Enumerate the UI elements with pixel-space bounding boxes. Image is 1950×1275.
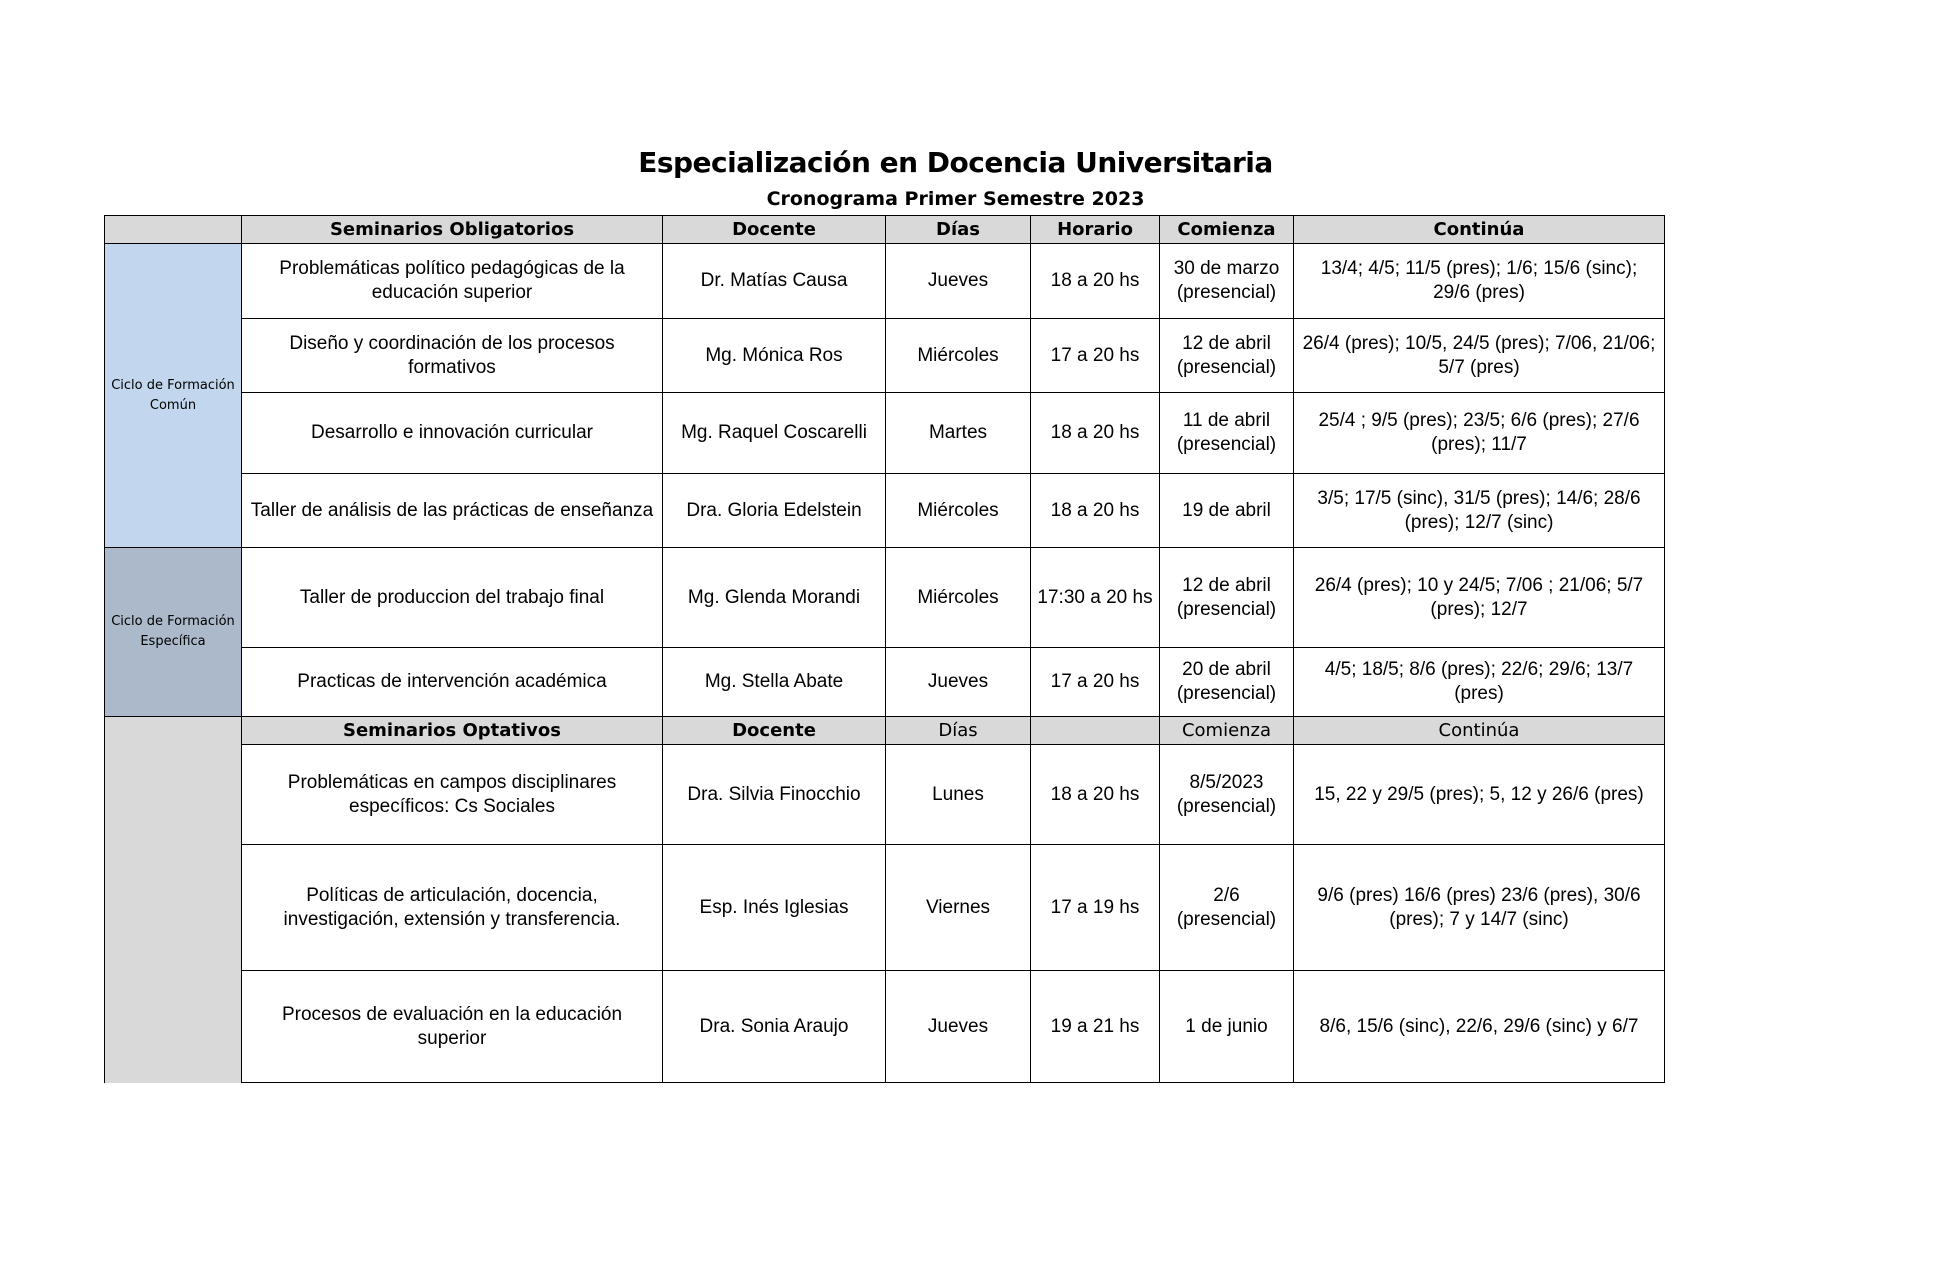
table-row (105, 244, 1665, 319)
cell-dias: Jueves (886, 648, 1031, 717)
cell-seminario: Políticas de articulación, docencia, investigación, extensión y transferencia. (242, 845, 663, 971)
cell-continua: 13/4; 4/5; 11/5 (pres); 1/6; 15/6 (sinc); 29/6 (pres) (1294, 244, 1665, 319)
cycle-blank-optativos (105, 717, 242, 1083)
header-docente-optativos: Docente (663, 717, 886, 745)
cell-horario: 18 a 20 hs (1031, 745, 1160, 845)
cell-docente: Mg. Stella Abate (663, 648, 886, 717)
cell-continua: 4/5; 18/5; 8/6 (pres); 22/6; 29/6; 13/7 (pres) (1294, 648, 1665, 717)
cell-docente: Dra. Gloria Edelstein (663, 474, 886, 548)
cell-dias: Lunes (886, 745, 1031, 845)
cell-seminario: Taller de produccion del trabajo final (242, 548, 663, 648)
cell-docente: Dra. Sonia Araujo (663, 971, 886, 1083)
cell-continua: 26/4 (pres); 10 y 24/5; 7/06 ; 21/06; 5/7 (pres); 12/7 (1294, 548, 1665, 648)
cell-horario: 17 a 19 hs (1031, 845, 1160, 971)
cell-horario: 18 a 20 hs (1031, 474, 1160, 548)
cell-comienza: 12 de abril (presencial) (1160, 319, 1294, 393)
header-dias-optativos: Días (886, 717, 1031, 745)
cell-docente: Dr. Matías Causa (663, 244, 886, 319)
header-row-optativos (105, 717, 1665, 745)
cell-seminario: Diseño y coordinación de los procesos formativos (242, 319, 663, 393)
cell-seminario: Problemáticas en campos disciplinares específicos: Cs Sociales (242, 745, 663, 845)
cell-horario: 19 a 21 hs (1031, 971, 1160, 1083)
cell-continua: 26/4 (pres); 10/5, 24/5 (pres); 7/06, 21/06; 5/7 (pres) (1294, 319, 1665, 393)
cell-horario: 17 a 20 hs (1031, 648, 1160, 717)
header-blank-cell (105, 216, 242, 244)
cell-seminario: Desarrollo e innovación curricular (242, 393, 663, 474)
cell-docente: Mg. Raquel Coscarelli (663, 393, 886, 474)
cell-horario: 18 a 20 hs (1031, 393, 1160, 474)
cell-docente: Dra. Silvia Finocchio (663, 745, 886, 845)
cell-dias: Miércoles (886, 319, 1031, 393)
cell-continua: 9/6 (pres) 16/6 (pres) 23/6 (pres), 30/6 (pres); 7 y 14/7 (sinc) (1294, 845, 1665, 971)
cell-dias: Martes (886, 393, 1031, 474)
cell-docente: Mg. Glenda Morandi (663, 548, 886, 648)
cell-comienza: 30 de marzo (presencial) (1160, 244, 1294, 319)
page-subtitle: Cronograma Primer Semestre 2023 (766, 188, 1145, 210)
cycle-label-especifica: Ciclo de Formación Específica (105, 548, 242, 717)
table-row (105, 971, 1665, 1083)
cell-dias: Viernes (886, 845, 1031, 971)
cell-dias: Miércoles (886, 474, 1031, 548)
cycle-label-comun: Ciclo de Formación Común (105, 244, 242, 548)
cell-comienza: 19 de abril (1160, 474, 1294, 548)
header-continua-optativos: Continúa (1294, 717, 1665, 745)
header-continua: Continúa (1294, 216, 1665, 244)
cell-continua: 25/4 ; 9/5 (pres); 23/5; 6/6 (pres); 27/6 (pres); 11/7 (1294, 393, 1665, 474)
header-comienza: Comienza (1160, 216, 1294, 244)
header-dias: Días (886, 216, 1031, 244)
cell-seminario: Procesos de evaluación en la educación superior (242, 971, 663, 1083)
cell-comienza: 12 de abril (presencial) (1160, 548, 1294, 648)
table-row (105, 845, 1665, 971)
cell-dias: Jueves (886, 971, 1031, 1083)
cell-continua: 8/6, 15/6 (sinc), 22/6, 29/6 (sinc) y 6/7 (1294, 971, 1665, 1083)
cell-comienza: 11 de abril (presencial) (1160, 393, 1294, 474)
cell-comienza: 20 de abril (presencial) (1160, 648, 1294, 717)
cell-continua: 3/5; 17/5 (sinc), 31/5 (pres); 14/6; 28/6 (pres); 12/7 (sinc) (1294, 474, 1665, 548)
header-seminarios-optativos: Seminarios Optativos (242, 717, 663, 745)
cell-comienza: 8/5/2023 (presencial) (1160, 745, 1294, 845)
table-row (105, 648, 1665, 717)
header-horario: Horario (1031, 216, 1160, 244)
table-row (105, 548, 1665, 648)
cell-horario: 17 a 20 hs (1031, 319, 1160, 393)
cell-docente: Esp. Inés Iglesias (663, 845, 886, 971)
cell-horario: 17:30 a 20 hs (1031, 548, 1160, 648)
header-comienza-optativos: Comienza (1160, 717, 1294, 745)
cell-comienza: 1 de junio (1160, 971, 1294, 1083)
header-docente: Docente (663, 216, 886, 244)
table-row (105, 745, 1665, 845)
header-horario-optativos (1031, 717, 1160, 745)
table-row (105, 393, 1665, 474)
page-title: Especialización en Docencia Universitaria (638, 146, 1273, 179)
cell-seminario: Practicas de intervención académica (242, 648, 663, 717)
table-row (105, 474, 1665, 548)
cell-docente: Mg. Mónica Ros (663, 319, 886, 393)
cell-dias: Miércoles (886, 548, 1031, 648)
header-row-obligatorios (105, 216, 1665, 244)
cell-continua: 15, 22 y 29/5 (pres); 5, 12 y 26/6 (pres) (1294, 745, 1665, 845)
table-row (105, 319, 1665, 393)
header-seminarios: Seminarios Obligatorios (242, 216, 663, 244)
cell-seminario: Problemáticas político pedagógicas de la educación superior (242, 244, 663, 319)
cell-horario: 18 a 20 hs (1031, 244, 1160, 319)
schedule-table (104, 215, 1665, 1083)
cell-seminario: Taller de análisis de las prácticas de enseñanza (242, 474, 663, 548)
cell-dias: Jueves (886, 244, 1031, 319)
cell-comienza: 2/6 (presencial) (1160, 845, 1294, 971)
